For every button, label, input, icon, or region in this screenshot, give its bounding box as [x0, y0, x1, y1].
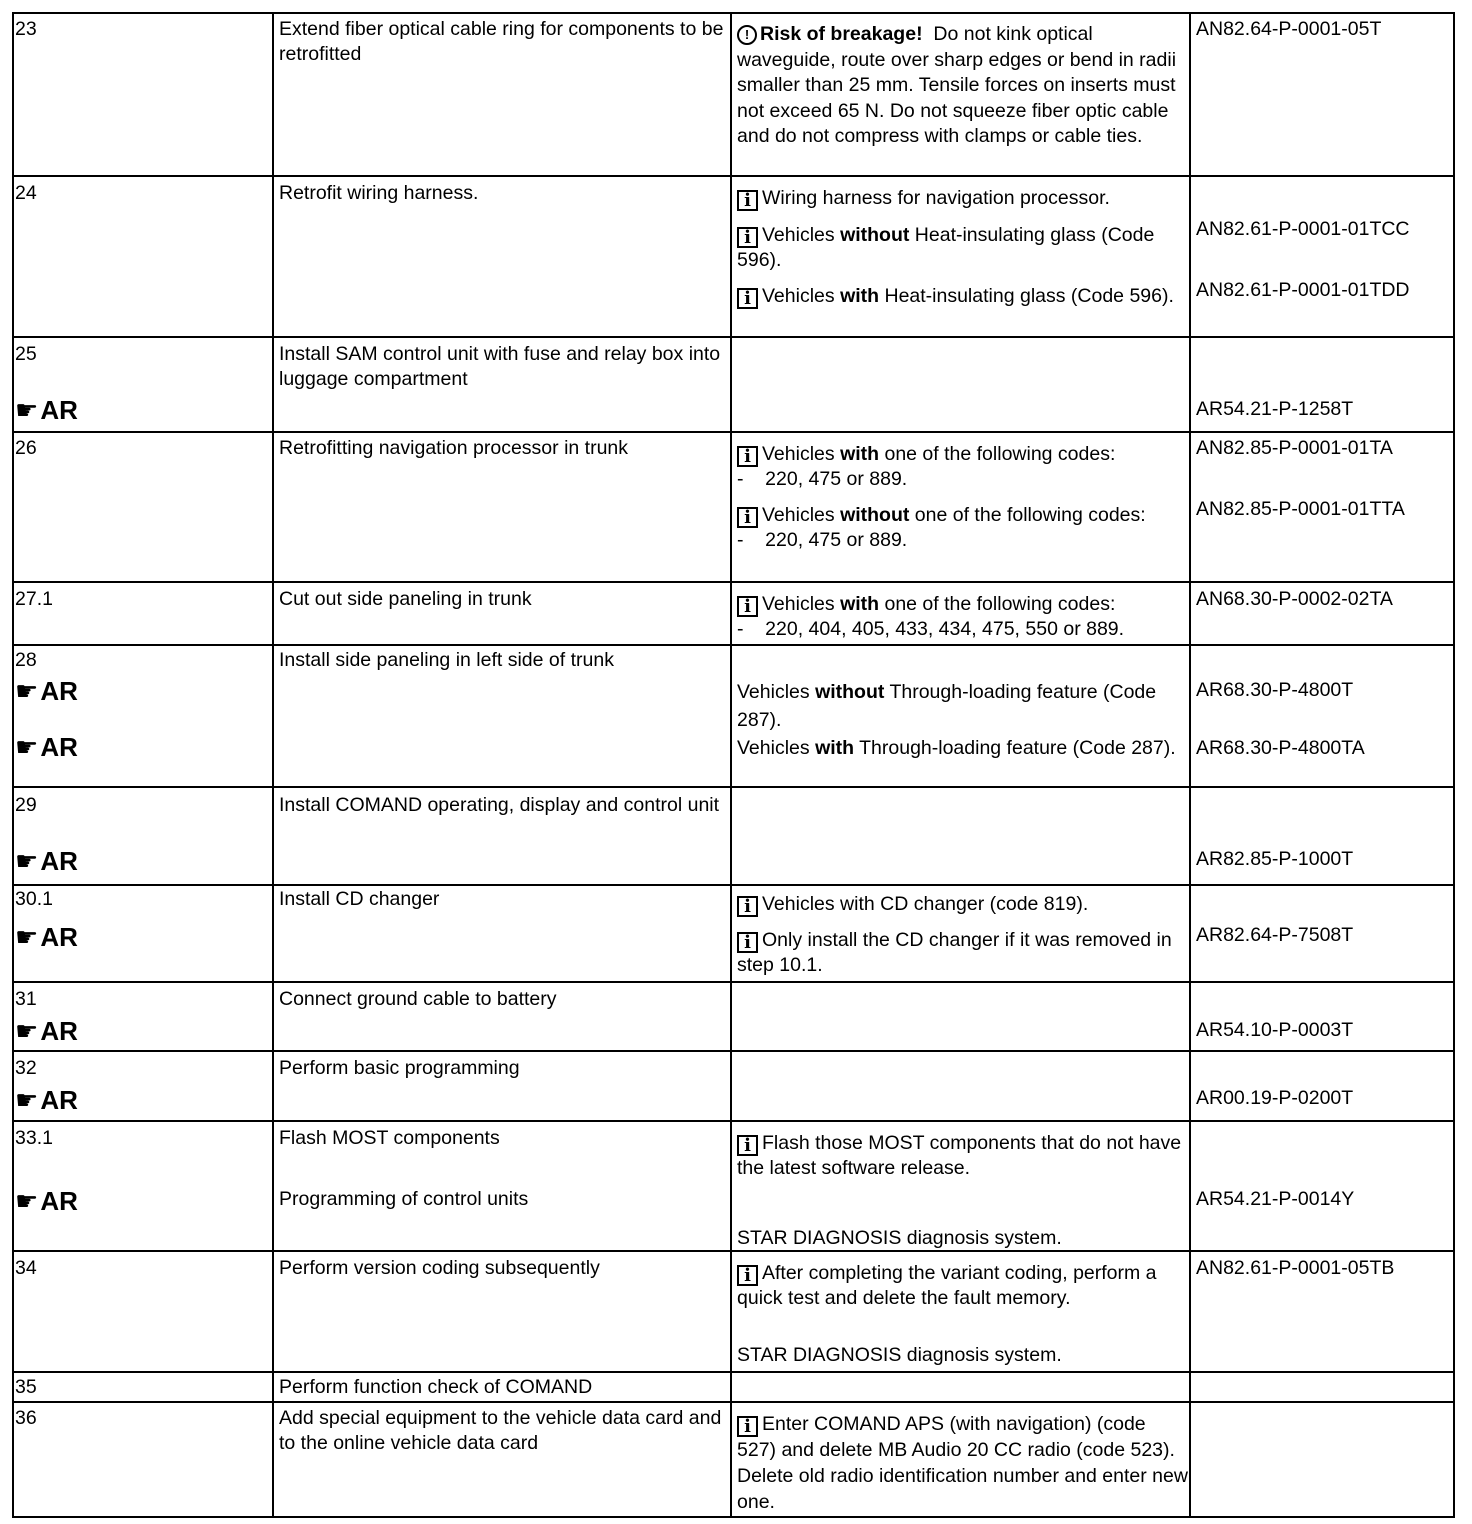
column-divider: [1189, 12, 1191, 1518]
row-divider: [12, 1050, 1455, 1052]
note-text: Only install the CD changer if it was removed in step 10.1.: [737, 929, 1172, 976]
note-text: Vehicles: [762, 443, 841, 465]
info-note: [737, 223, 1189, 273]
note-bold: with: [840, 443, 880, 465]
reference-link[interactable]: AN82.61-P-0001-01TDD: [1196, 279, 1410, 301]
info-note: [737, 892, 1189, 917]
step-number: 25: [15, 343, 37, 365]
note-text: Heat-insulating glass (Code 596).: [879, 285, 1174, 307]
pointing-hand-icon: ☛: [15, 923, 39, 953]
action-text: Perform version coding subsequently: [279, 1257, 600, 1279]
ar-label: AR: [40, 676, 78, 706]
info-note: [737, 186, 1189, 211]
note: STAR DIAGNOSIS diagnosis system.: [737, 1227, 1062, 1249]
action-text: Retrofitting navigation processor in trunk: [279, 437, 629, 459]
row-divider: [12, 884, 1455, 886]
info-icon: i: [737, 507, 758, 528]
info-note: [737, 1261, 1189, 1311]
note-bold: without: [840, 504, 910, 526]
row-divider: [12, 1120, 1455, 1122]
action-text: Connect ground cable to battery: [279, 988, 557, 1010]
info-note: i Vehicles with one of the following codes: - 220, 404, 405, 433, 434, 475, 550 or 889.: [737, 593, 1125, 640]
step-number: 36: [15, 1407, 37, 1429]
reference-link[interactable]: AN82.61-P-0001-01TCC: [1196, 218, 1410, 240]
pointing-hand-icon: ☛: [15, 1187, 39, 1217]
action-text: Install side paneling in left side of trunk: [279, 649, 614, 671]
note-text: Wiring harness for navigation processor.: [762, 187, 1110, 209]
row-divider: [12, 175, 1455, 177]
note-text: Vehicles with CD changer (code 819).: [762, 893, 1089, 915]
action-text: Programming of control units: [279, 1188, 529, 1210]
note-text: Vehicles: [762, 504, 841, 526]
step-number: 33.1: [15, 1127, 53, 1149]
info-icon: i: [737, 1135, 758, 1156]
info-icon: i: [737, 288, 758, 309]
row-divider: [12, 1371, 1455, 1373]
action-text: Perform basic programming: [279, 1057, 520, 1079]
note-text: Heat-insulating glass (Code 596).: [737, 224, 1155, 271]
note-text: Flash those MOST components that do not have the latest software release.: [737, 1132, 1182, 1179]
step-number: 32: [15, 1057, 37, 1079]
ar-label: AR: [40, 922, 78, 952]
ar-label: AR: [40, 846, 78, 876]
reference-link[interactable]: AR54.10-P-0003T: [1196, 1019, 1354, 1041]
note-text: After completing the variant coding, perform a quick test and delete the fault memory.: [737, 1262, 1157, 1309]
row-divider: [12, 786, 1455, 788]
risk-text: Do not kink optical waveguide, route over sharp edges or bend in radii smaller than 25 mm. Tensile forces on inserts must not exceed 65 N. Do not squeeze fiber optic cable and do not compress with clamps or cable ties.: [737, 23, 1177, 147]
info-note: [737, 1411, 1189, 1515]
ar-marker[interactable]: [15, 1086, 78, 1115]
note-text: one of the following codes:: [909, 504, 1146, 526]
action-text: Perform function check of COMAND: [279, 1376, 593, 1398]
ar-marker[interactable]: [15, 396, 78, 425]
info-icon: i: [737, 896, 758, 917]
step-number: 27.1: [15, 588, 53, 610]
info-icon: i: [737, 446, 758, 467]
note-text: Vehicles: [762, 593, 841, 615]
action-text: Install SAM control unit with fuse and relay box into luggage compartment: [279, 343, 721, 390]
action-text: Install CD changer: [279, 888, 440, 910]
row-divider: [12, 336, 1455, 338]
row-divider: [12, 644, 1455, 646]
row-divider: [12, 1401, 1455, 1403]
action-text: Add special equipment to the vehicle data card and to the online vehicle data card: [279, 1407, 722, 1454]
info-note: [737, 1131, 1189, 1181]
ar-label: AR: [40, 395, 78, 425]
info-icon: i: [737, 1416, 758, 1437]
action-text: Extend fiber optical cable ring for components to be retrofitted: [279, 18, 724, 65]
step-number: 28: [15, 649, 37, 671]
note: STAR DIAGNOSIS diagnosis system.: [737, 1344, 1062, 1366]
pointing-hand-icon: ☛: [15, 1086, 39, 1116]
info-icon: i: [737, 596, 758, 617]
row-divider: [12, 1250, 1455, 1252]
pointing-hand-icon: ☛: [15, 1017, 39, 1047]
reference-link[interactable]: AR54.21-P-0014Y: [1196, 1188, 1355, 1210]
ar-label: AR: [40, 732, 78, 762]
row-divider: [12, 431, 1455, 433]
note: [737, 736, 1189, 761]
reference-link[interactable]: AR68.30-P-4800T: [1196, 679, 1354, 701]
action-text: Cut out side paneling in trunk: [279, 588, 532, 610]
reference-link[interactable]: AR54.21-P-1258T: [1196, 398, 1354, 420]
step-number: 26: [15, 437, 37, 459]
reference-link[interactable]: AN82.61-P-0001-05TB: [1196, 1257, 1395, 1279]
pointing-hand-icon: ☛: [15, 396, 39, 426]
ar-marker[interactable]: [15, 733, 78, 762]
step-number: 24: [15, 182, 37, 204]
note: [737, 678, 1189, 734]
row-divider: [12, 581, 1455, 583]
info-icon: i: [737, 190, 758, 211]
row-divider: [12, 981, 1455, 983]
ar-label: AR: [40, 1186, 78, 1216]
note-text: Vehicles: [762, 224, 841, 246]
column-divider: [730, 12, 732, 1518]
note-text: Vehicles: [737, 737, 816, 759]
step-number: 30.1: [15, 888, 53, 910]
pointing-hand-icon: ☛: [15, 847, 39, 877]
reference-link[interactable]: AR82.85-P-1000T: [1196, 848, 1354, 870]
step-number: 34: [15, 1257, 37, 1279]
column-divider: [12, 12, 14, 1518]
reference-link[interactable]: AR00.19-P-0200T: [1196, 1087, 1354, 1109]
code-list: 220, 475 or 889.: [765, 468, 908, 490]
info-icon: i: [737, 227, 758, 248]
step-number: 31: [15, 988, 37, 1010]
step-number: 23: [15, 18, 37, 40]
reference-link[interactable]: AN82.85-P-0001-01TA: [1196, 437, 1393, 459]
action-text: Retrofit wiring harness.: [279, 182, 479, 204]
reference-link[interactable]: AN82.64-P-0001-05T: [1196, 18, 1382, 40]
note-text: one of the following codes:: [879, 593, 1116, 615]
note-bold: without: [840, 224, 910, 246]
row-divider: [12, 12, 1455, 14]
info-note: [737, 928, 1189, 978]
note-text: Vehicles: [737, 681, 816, 703]
info-note: i Vehicles without one of the following codes: - 220, 475 or 889.: [737, 504, 1146, 551]
note-bold: with: [840, 593, 880, 615]
ar-marker[interactable]: [15, 677, 78, 706]
note-bold: without: [815, 681, 885, 703]
step-number: 35: [15, 1376, 37, 1398]
info-icon: i: [737, 1265, 758, 1286]
action-text: Install COMAND operating, display and control unit: [279, 794, 720, 816]
note-text: Vehicles: [762, 285, 841, 307]
reference-link[interactable]: AR82.64-P-7508T: [1196, 924, 1354, 946]
reference-link[interactable]: AN82.85-P-0001-01TTA: [1196, 498, 1405, 520]
note-text: Through-loading feature (Code 287).: [737, 681, 1157, 731]
code-list: 220, 475 or 889.: [765, 529, 908, 551]
code-list: 220, 404, 405, 433, 434, 475, 550 or 889.: [765, 618, 1125, 640]
action-text: Flash MOST components: [279, 1127, 500, 1149]
note-text: Through-loading feature (Code 287).: [854, 737, 1176, 759]
ar-label: AR: [40, 1085, 78, 1115]
ar-label: AR: [40, 1016, 78, 1046]
reference-link[interactable]: AN68.30-P-0002-02TA: [1196, 588, 1393, 610]
risk-icon: !: [737, 25, 757, 45]
step-number: 29: [15, 794, 37, 816]
pointing-hand-icon: ☛: [15, 733, 39, 763]
note-bold: with: [840, 285, 880, 307]
row-divider: [12, 1516, 1455, 1518]
note-bold: with: [815, 737, 855, 759]
ar-marker[interactable]: [15, 847, 78, 876]
column-divider: [1453, 12, 1455, 1518]
ar-marker[interactable]: [15, 1017, 78, 1046]
note-text: one of the following codes:: [879, 443, 1116, 465]
info-icon: i: [737, 932, 758, 953]
risk-title: Risk of breakage!: [760, 23, 923, 45]
note-text: Enter COMAND APS (with navigation) (code 527) and delete MB Audio 20 CC radio (code 523). Delete old radio identification number and enter new one.: [737, 1413, 1188, 1513]
pointing-hand-icon: ☛: [15, 677, 39, 707]
reference-link[interactable]: AR68.30-P-4800TA: [1196, 737, 1365, 759]
ar-marker[interactable]: [15, 923, 78, 952]
ar-marker[interactable]: [15, 1187, 78, 1216]
info-note: [737, 284, 1189, 309]
risk-note: [737, 22, 1189, 150]
info-note: i Vehicles with one of the following codes: - 220, 475 or 889.: [737, 443, 1116, 490]
column-divider: [272, 12, 274, 1518]
